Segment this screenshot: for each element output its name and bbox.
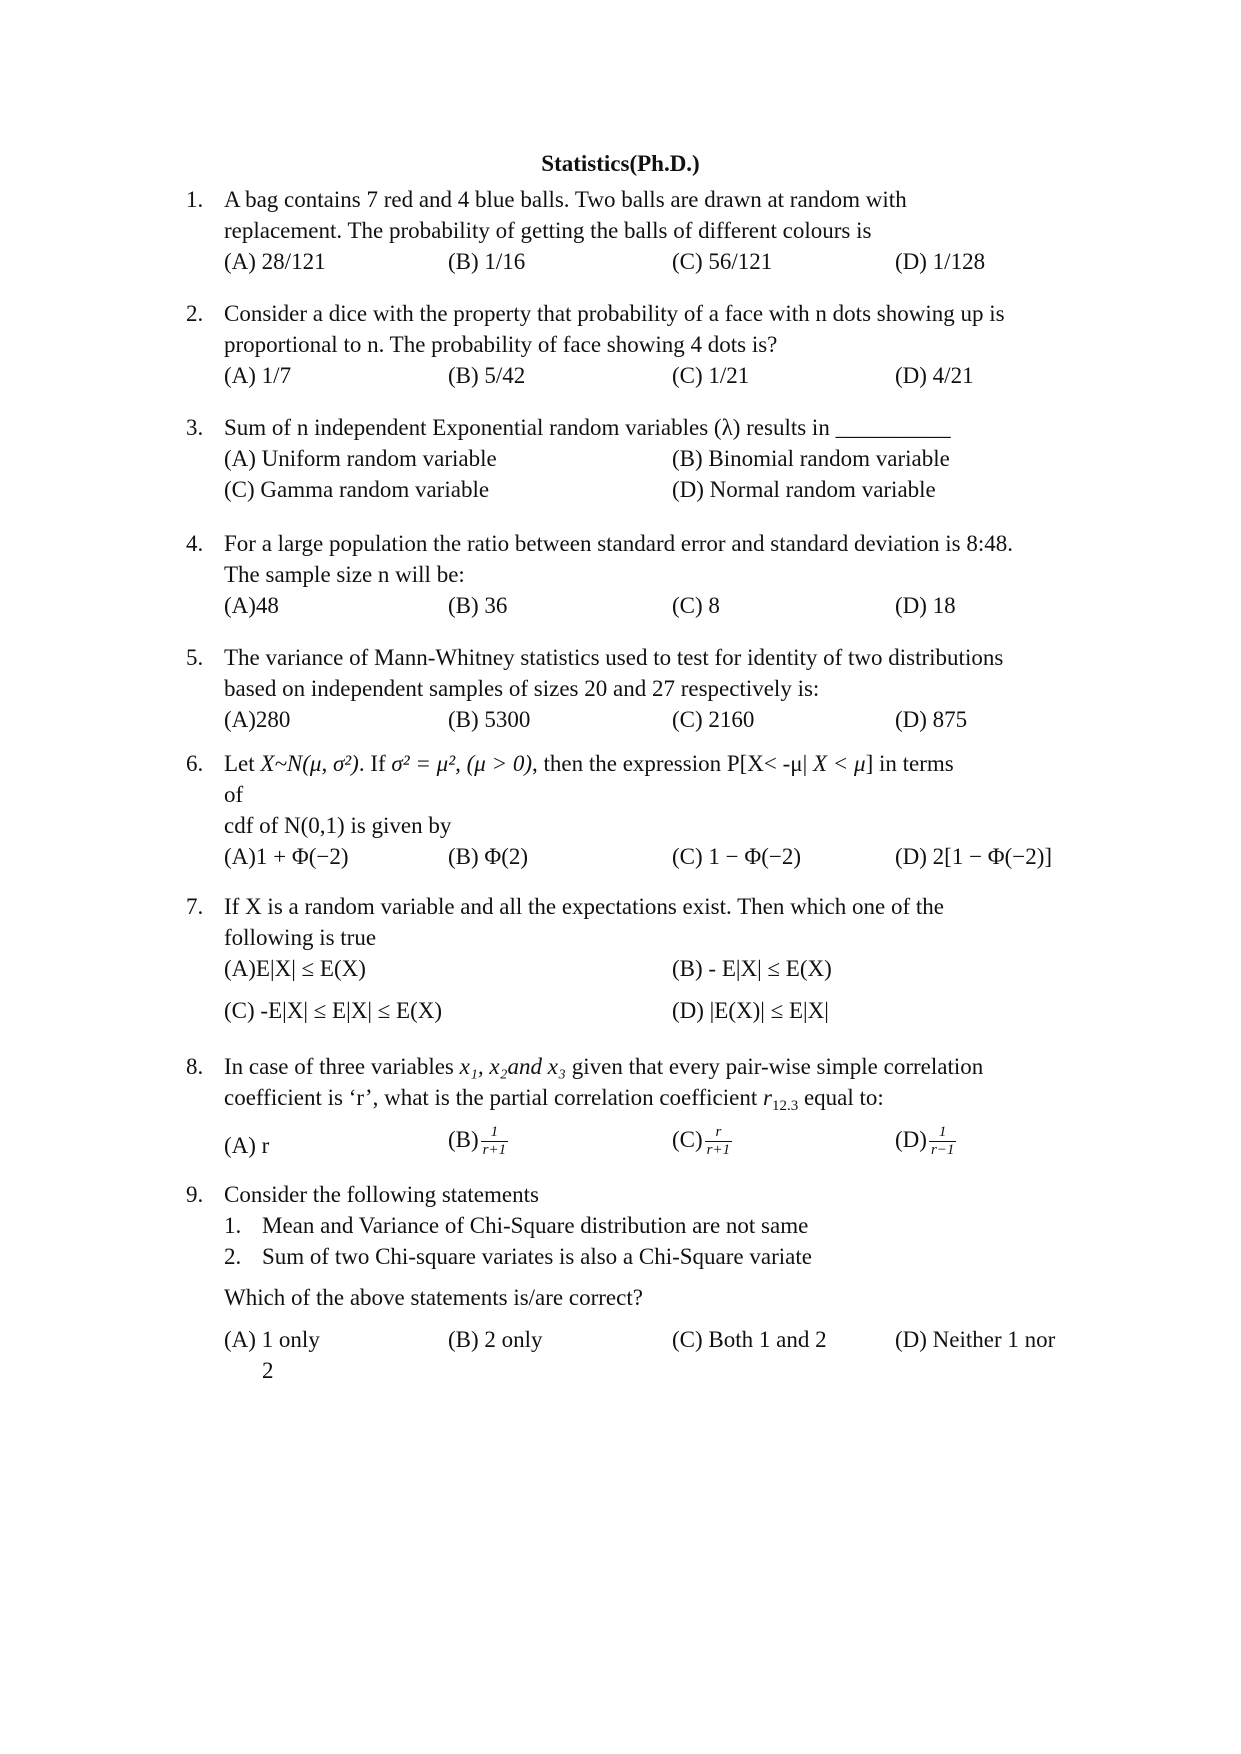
question-text: Which of the above statements is/are correct?	[224, 1285, 643, 1310]
option-b: (B) 36	[448, 593, 508, 618]
option-a: (A) 1/7	[224, 363, 292, 388]
question-text: following is true	[224, 925, 377, 950]
options-row	[224, 590, 1086, 621]
option-b: (B) 2 only	[448, 1327, 543, 1352]
option-b: (B) 5300	[448, 707, 531, 732]
question-text: of	[224, 782, 244, 807]
option-c: (C) 56/121	[672, 249, 773, 274]
question-1	[186, 184, 1086, 277]
question-text: If X is a random variable and all the expectations exist. Then which one of the	[224, 894, 945, 919]
option-a: (A)1 + Φ(−2)	[224, 844, 349, 869]
option-b: (B) Binomial random variable	[672, 446, 950, 471]
question-2	[186, 298, 1086, 391]
question-text: replacement. The probability of getting the balls of different colours is	[224, 218, 872, 243]
question-number: 5.	[186, 645, 204, 670]
question-number: 9.	[186, 1182, 204, 1207]
options-row	[224, 443, 1086, 474]
option-c: (C) 8	[672, 593, 720, 618]
fraction: $\frac{r}{r+1}$	[706, 1124, 731, 1159]
option-c: (C) Gamma random variable	[224, 477, 490, 502]
question-6	[186, 748, 1086, 874]
option-c: (C) $\frac{r}{r+1}$	[672, 1124, 731, 1159]
question-text: For a large population the ratio between standard error and standard deviation is 8:48.	[224, 531, 1014, 556]
question-text: The variance of Mann-Whitney statistics used to test for identity of two distributions	[224, 645, 1004, 670]
option-c: (C) 2160	[672, 707, 755, 732]
option-d: (D) 18	[895, 593, 956, 618]
options-row	[224, 1324, 1086, 1355]
option-a: (A)48	[224, 593, 279, 618]
option-c: (C) 1/21	[672, 363, 750, 388]
option-c: (C) Both 1 and 2	[672, 1327, 827, 1352]
question-5	[186, 642, 1086, 735]
option-a: (A) 1 only	[224, 1327, 320, 1352]
statement-1: 1. Mean and Variance of Chi-Square distribution are not same	[224, 1213, 809, 1238]
question-text: Consider a dice with the property that probability of a face with n dots showing up is	[224, 301, 1005, 326]
option-wrap-text: 2	[262, 1358, 274, 1383]
question-number: 6.	[186, 751, 204, 776]
options-row	[224, 246, 1086, 277]
question-number: 3.	[186, 415, 204, 440]
math-expression: X~N(μ, σ²)	[260, 751, 359, 776]
option-d: (D) 875	[895, 707, 968, 732]
option-c: (C) -E|X| ≤ E|X| ≤ E(X)	[224, 998, 443, 1023]
question-text: cdf of N(0,1) is given by	[224, 813, 452, 838]
math-expression: x₁, x₂and x₃	[459, 1054, 567, 1079]
option-a: (A)E|X| ≤ E(X)	[224, 956, 366, 981]
page-title: Statistics(Ph.D.)	[541, 151, 700, 176]
question-text: A bag contains 7 red and 4 blue balls. Two balls are drawn at random with	[224, 187, 907, 212]
question-text: The sample size n will be:	[224, 562, 465, 587]
option-d: (D) 1/128	[895, 249, 986, 274]
option-a: (A)280	[224, 707, 291, 732]
question-text: proportional to n. The probability of face showing 4 dots is?	[224, 332, 778, 357]
option-b: (B) Φ(2)	[448, 844, 529, 869]
option-b: (B) - E|X| ≤ E(X)	[672, 956, 832, 981]
question-4	[186, 528, 1086, 621]
options-row	[224, 953, 1086, 984]
option-d: (D) Neither 1 nor	[895, 1327, 1056, 1352]
question-number: 4.	[186, 531, 204, 556]
option-b: (B) 1/16	[448, 249, 526, 274]
fraction: $\frac{1}{r-1}$	[930, 1124, 955, 1159]
math-expression: X < μ	[812, 751, 866, 776]
math-expression: r	[763, 1085, 772, 1110]
math-subscript: 12.3	[771, 1098, 799, 1114]
options-row	[224, 474, 1086, 505]
question-text: coefficient is ‘r’, what is the partial correlation coefficient $r_{12.3}$ equal to:	[224, 1085, 884, 1114]
fraction: $\frac{1}{r+1}$	[482, 1124, 507, 1159]
option-a: (A) 28/121	[224, 249, 326, 274]
math-expression: σ² = μ², (μ > 0)	[391, 751, 533, 776]
option-a: (A) r	[224, 1133, 270, 1158]
question-text: based on independent samples of sizes 20 and 27 respectively is:	[224, 676, 820, 701]
options-row	[224, 841, 1086, 874]
options-row	[224, 360, 1086, 391]
question-3	[186, 412, 1086, 505]
question-number: 8.	[186, 1054, 204, 1079]
option-a: (A) Uniform random variable	[224, 446, 497, 471]
question-text: Sum of n independent Exponential random variables (λ) results in __________	[224, 415, 951, 440]
question-text: In case of three variables x₁, x₂and x₃ given that every pair-wise simple correlation	[224, 1054, 984, 1079]
option-d: (D) |E(X)| ≤ E|X|	[672, 998, 829, 1023]
question-number: 2.	[186, 301, 204, 326]
question-9	[186, 1179, 1086, 1386]
option-d: (D) 4/21	[895, 363, 974, 388]
option-b: (B) 5/42	[448, 363, 526, 388]
option-d: (D) 2[1 − Φ(−2)]	[895, 844, 1053, 869]
question-number: 1.	[186, 187, 204, 212]
statement-2: 2. Sum of two Chi-square variates is also a Chi-Square variate	[224, 1244, 812, 1269]
options-row	[224, 704, 1086, 735]
option-b: (B) $\frac{1}{r+1}$	[448, 1124, 507, 1159]
question-8	[186, 1051, 1086, 1168]
options-row	[224, 1124, 1086, 1168]
options-row	[224, 995, 1086, 1026]
option-c: (C) 1 − Φ(−2)	[672, 844, 801, 869]
question-text: Let X~N(μ, σ²). If σ² = μ², (μ > 0), then the expression P[X< -μ| X < μ] in terms	[224, 751, 954, 776]
question-number: 7.	[186, 894, 204, 919]
question-7	[186, 891, 1086, 1026]
option-d: (D) Normal random variable	[672, 477, 936, 502]
question-text: Consider the following statements	[224, 1182, 539, 1207]
option-d: (D) $\frac{1}{r-1}$	[895, 1124, 955, 1159]
